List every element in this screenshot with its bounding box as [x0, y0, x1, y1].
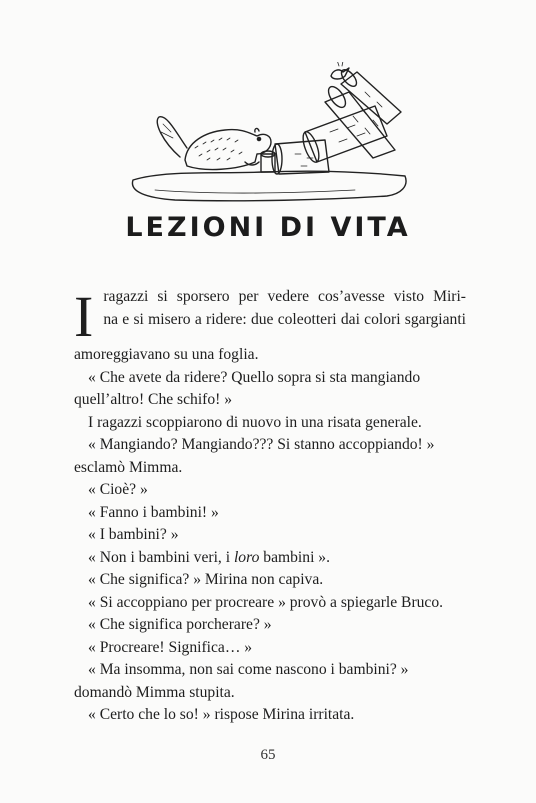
text-line: « Si accoppiano per procreare » provò a spiegarle Bruco.	[88, 593, 444, 611]
text-line: « Cioè? »	[88, 481, 148, 498]
chapter-title: LEZIONI DI VITA	[125, 212, 411, 243]
beaver-woodpile-illustration	[125, 62, 415, 212]
text-line: quell’altro! Che schifo! »	[74, 391, 233, 408]
text-line: « Fanno i bambini! »	[88, 503, 219, 521]
italic-word: loro	[233, 548, 260, 566]
text-line: ragazzi si sporsero per vedere cos’avesse visto Miri-	[103, 288, 466, 305]
text-run: bambini ».	[259, 548, 330, 566]
drop-cap: I	[74, 284, 94, 349]
text-line: « Certo che lo so! » rispose Mirina irritata.	[88, 706, 355, 723]
text-line: domandò Mimma stupita.	[74, 683, 235, 701]
text-line: esclamò Mimma.	[74, 458, 183, 476]
text-run: « Non i bambini veri, i	[88, 548, 234, 566]
text-line: « Ma insomma, non sai come nascono i bambini? »	[88, 661, 409, 678]
text-line: amoreggiavano su una foglia.	[74, 346, 259, 363]
text-line: na e si misero a ridere: due coleotteri dai colori sgargianti	[103, 310, 466, 328]
paragraph-1	[74, 286, 466, 367]
text-line: « Che significa? » Mirina non capiva.	[88, 571, 324, 588]
body-text	[74, 276, 466, 727]
text-line	[74, 547, 466, 570]
text-line: « Che significa porcherare? »	[88, 616, 272, 633]
text-line: I ragazzi scoppiarono di nuovo in una risata generale.	[88, 413, 422, 431]
text-line: « Procreare! Significa… »	[88, 638, 253, 656]
text-line: « I bambini? »	[88, 526, 179, 543]
text-line: « Che avete da ridere? Quello sopra si sta mangiando	[88, 368, 421, 386]
page-number: 65	[260, 747, 276, 763]
text-line: « Mangiando? Mangiando??? Si stanno accoppiando! »	[88, 436, 435, 453]
